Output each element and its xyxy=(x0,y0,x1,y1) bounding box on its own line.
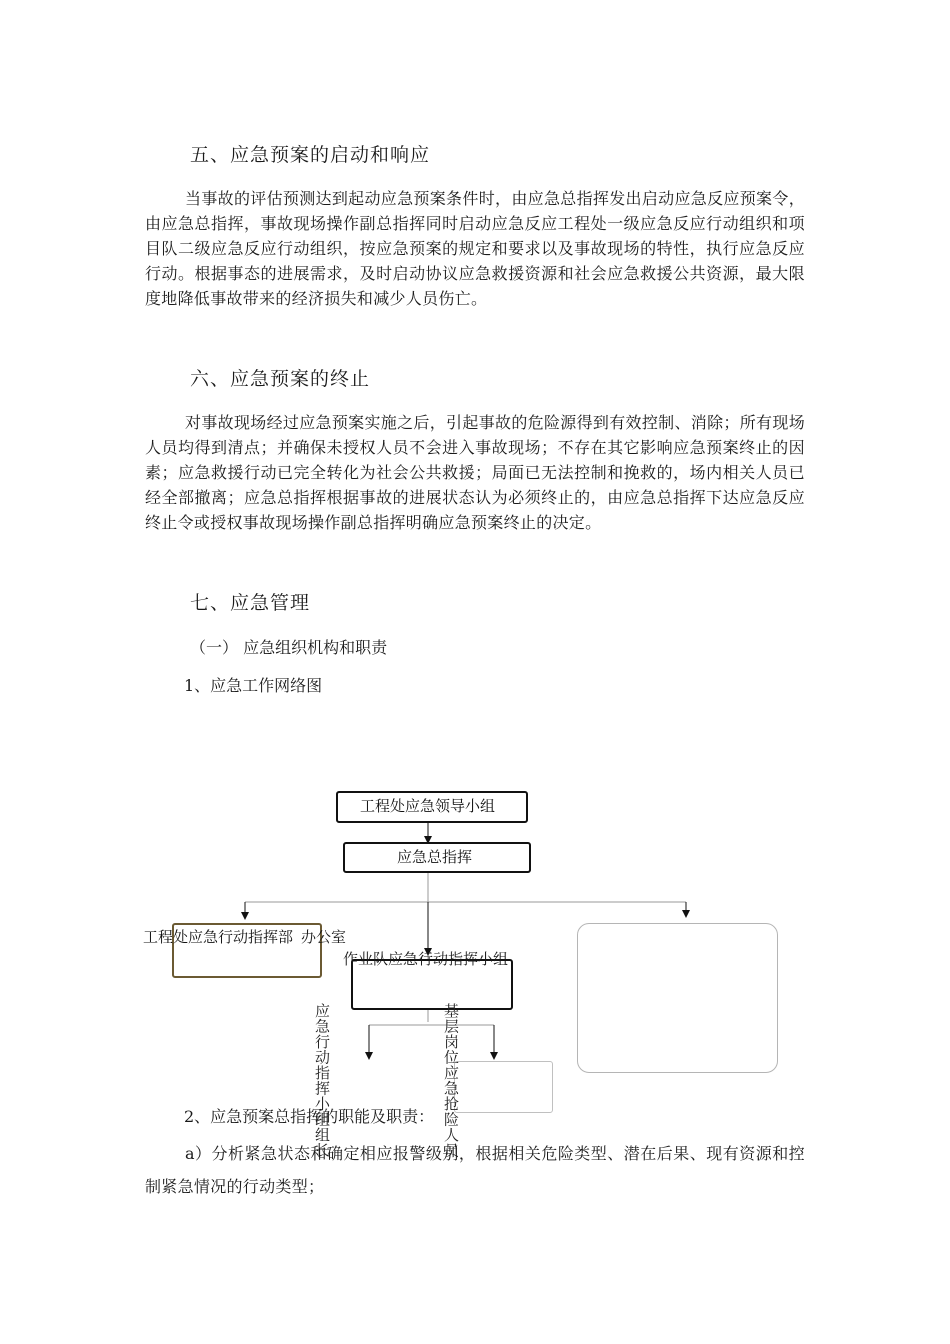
item-1-heading: 1、应急工作网络图 xyxy=(184,676,323,695)
node-office-label: 办公室 xyxy=(301,928,347,946)
section-7-heading: 七、应急管理 xyxy=(190,592,311,614)
section-6-heading: 六、应急预案的终止 xyxy=(190,368,371,390)
node-office xyxy=(577,923,778,1073)
node-team-label: 作业队应急行动指挥小组 xyxy=(343,950,509,968)
node-rescue xyxy=(454,1061,553,1113)
node-leader-label: 应急行动指挥小组组长 xyxy=(313,1003,331,1158)
node-top-group-label: 工程处应急领导小组 xyxy=(360,797,496,815)
item-2-heading: 2、应急预案总指挥的职能及职责： xyxy=(184,1107,435,1126)
section-6-paragraph: 对事故现场经过应急预案实施之后，引起事故的危险源得到有效控制、消除；所有现场人员均得到清点；并确保未授权人员不会进入事故现场；不存在其它影响应急预案终止的因素；应急救援行动已完全转化为社会公共救援；局面已无法控制和挽救的，场内相关人员已经全部撤离；应急总指挥根据事故的进展状态认为必须终止的，由应急总指挥下达应急反应终止令或授权事故现场操作副总指挥明确应急预案终止的决定。 xyxy=(145,413,805,532)
subsection-heading: （一） 应急组织机构和职责 xyxy=(190,638,388,657)
item-a-paragraph: a）分析紧急状态和确定相应报警级别，根据相关危险类型、潜在后果、现有资源和控制紧急情况的行动类型； xyxy=(145,1144,805,1196)
section-5-paragraph: 当事故的评估预测达到起动应急预案条件时，由应急总指挥发出启动应急反应预案令，由应急总指挥，事故现场操作副总指挥同时启动应急反应工程处一级应急反应行动组织和项目队二级应急反应行动组织，按应急预案的规定和要求以及事故现场的特性，执行应急反应行动。根据事态的进展需求，及时启动协议应急救援资源和社会应急救援公共资源，最大限度地降低事故带来的经济损失和减少人员伤亡。 xyxy=(145,189,805,308)
node-hq-label: 工程处应急行动指挥部 xyxy=(143,928,294,946)
node-rescue-label: 基层岗位应急抢险人员 xyxy=(442,1003,460,1158)
section-5-heading: 五、应急预案的启动和响应 xyxy=(190,144,431,166)
node-commander-label: 应急总指挥 xyxy=(397,848,473,866)
